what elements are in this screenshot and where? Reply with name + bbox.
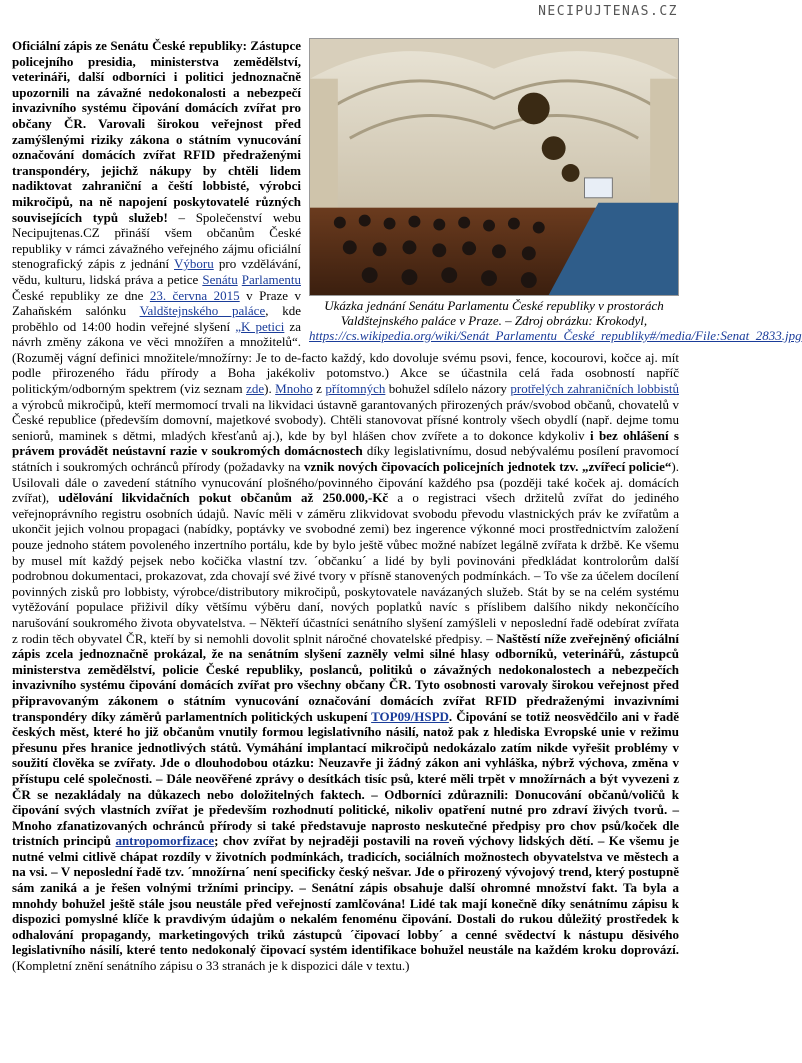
link-palace[interactable]: Valdštejnského paláce — [139, 303, 266, 319]
senate-chamber-photo — [309, 38, 679, 296]
intro-text: , kde proběhlo od 14:00 hodin veřejné slyšení — [12, 303, 301, 334]
body-text: (Kompletní znění senátního zápisu o 33 stranách je k dispozici dále v textu.) — [12, 958, 410, 974]
link-lobbistu[interactable]: protřelých zahraničních lobbistů — [510, 381, 679, 397]
link-petition[interactable]: „K petici — [235, 318, 285, 334]
caption-source-link[interactable]: https://cs.wikipedia.org/wiki/Senát_Parlamentu_České_republiky#/media/File:Senat_2833.jpg — [309, 328, 802, 343]
link-senat[interactable]: Senátu — [202, 271, 238, 287]
body-text: a o registraci všech držitelů zvířat do jediného veřejnoprávního registru osobních údajů. Navíc měli v záměru zlikvidovat svobodu převodu vlastnických práv ke zvířatům a ukončit jejich volnou propagaci (nabídky, poptávky ve svobodné zemi) bez ingerence výkonné moci prostřednictvím založení pouze jednoho státem povoleného inzertního portálu, kde by bylo ještě vůbec možné nabízet legálně zvířata k držbě. Ke všemu by musel mít každý pejsek nebo kočička vlastní tzv. ´občanku´ a lidé by byli povinováni předkládat kontrolorům další podrobnou dokumentaci, prokazovat, zda chovají své živé tvory v přísně stanovených podmínkách. – To vše za účelem docílení povinných zisků pro lobbisty, výrobce/distributory mikročipů, poskytovatele navázaných služeb. Stát by se na celém systému vytěžování populace přiživil díky většímu výběru daní, nových poplatků navíc s příslibem dalšího nikdy nekončícího narušování soukromého života obyvatelstva. – Někteří účastníci senátního slyšení zamýšleli v neposlední řadě odebírat zvířata z rodin těch obyvatel ČR, kteří by si nemohli dovolit splnit náročné chovatelské předpisy. – — [12, 490, 680, 646]
photo-caption — [309, 298, 802, 343]
intro-text: za návrh změny zákona ve věci množířen a množitelů“. — [12, 318, 301, 350]
intro-text: pro vzdělávání, vědu, kulturu, lidská práva a petice — [12, 256, 301, 287]
intro-text: – Společenství webu Necipujtenas.CZ přináší všem občanům České republiky v rámci závažného veřejného zájmu oficiální stenografický zápis z jednání — [12, 209, 302, 272]
link-pritomnych[interactable]: přítomných — [325, 381, 386, 397]
body-text: ). Usilovali dále o zavedení státního vynucování plošného/povinného čipování každého psa (později také koček aj. domácích zvířat), — [12, 459, 679, 506]
body-text: (Rozuměj vágní definici množitele/množírny: Je to de-facto každý, kdo dovoluje svému psovi, fence, kocourovi, kočce aj. mít podle přirozeného řádu přírody a Boha jakékoliv potomstvo.) Akce se účastnila celá řada osobností napříč politickým/odborným spektrem (viz seznam — [12, 349, 679, 397]
bold-text: udělování likvidačních pokut občanům až 250.000,-Kč — [58, 490, 389, 506]
bold-text: i bez ohlášení s právem provádět neústavní razie v soukromých domácnostech — [12, 427, 679, 459]
link-mnoho[interactable]: Mnoho — [275, 381, 313, 397]
link-top09[interactable]: TOP09/HSPD — [371, 708, 449, 724]
link-date[interactable]: 23. června 2015 — [149, 287, 240, 303]
site-name: NECIPUJTENAS.CZ — [538, 4, 678, 19]
body-text: ). — [264, 381, 276, 397]
intro-text: České republiky ze dne — [12, 287, 150, 303]
body-text: díky legislativnímu, dosud nebývalému posílení pravomocí státních i soukromých ochránců přírody (požadavky na — [12, 443, 680, 475]
article-body — [12, 38, 802, 974]
link-zde[interactable]: zde — [246, 381, 265, 397]
body-text: z — [312, 381, 326, 397]
intro-text: v Praze v Zahaňském salónku — [12, 287, 301, 319]
bold-text: ; chov zvířat by nejraději postavili na roveň výchovy lidských dětí. – Ke všemu je nutné velmi citlivě chápat rozdíly v životních podmínkách, tradicích, sociálních možnostech obyvatelstva ve městech a na vsi. – V neposlední řadě tzv. ´množírna´ není specificky český nešvar. Jde o přirozený vývojový trend, který postupně sám zaniká a je řešen volnými tržními principy. – Senátní zápis obsahuje další ohromné množství fakt. Ta byla a mnohdy bohužel ještě stále jsou neustále před veřejností zamlčována! Lidé tak mají konečně díky senátnímu zápisu k dispozici pomyslné klíče k pravdivým údajům o nekalém fenoménu čipování. Dostali do rukou důležitý prostředek k odhalování propagandy, marketingových triků zástupců ´čipovací lobby´ a cenné svědectví k nástupu děsivého legislativního násilí, které tento nedokonalý čipovací systém identifikace bohužel neustále na každém kroku doprovází. — [12, 833, 679, 958]
body-text: bohužel sdílelo názory — [385, 381, 511, 397]
caption-text: Ukázka jednání Senátu Parlamentu České republiky v prostorách Valdštejnského paláce v Praze. – Zdroj obrázku: Krokodyl, — [324, 298, 664, 328]
bold-text: . Čipování se totiž neosvědčilo ani v řadě českých měst, které ho již občanům vnutily formou legislativního násilí, natož pak z hlediska Evropské unie v režimu přesunu přes hranice jednotlivých států. Vymáhání implantací mikročipů nedokázalo zatím nikde vyřešit problémy v soužití člověka se zvířaty. Jde o dlouhodobou otázku: Neuzavře ji žádný zákon ani vyhláška, nýbrž výchova, změna v přístupu celé společnosti. – Dále neověřené zprávy o desítkách tisíc psů, které měli trpět v množírnách a být vyvezeni z ČR se nezakládaly na důkazech nebo doložitelných faktech. – Odborníci zdůraznili: Donucování občanů/voličů k čipování svých vlastních zvířat je především rozhodnutí politické, nikoliv opatření nutné pro zdraví živých tvorů. – Mnoho zfanatizovaných ochránců přírody si také představuje naprosto neskutečné předpisy pro chov psů/koček dle tristních principů — [12, 708, 679, 849]
bold-text: vznik nových čipovacích policejních jednotek tzv. „zvířecí policie“ — [303, 459, 672, 475]
link-vybor[interactable]: Výboru — [174, 256, 214, 272]
bold-text: Naštěstí níže zveřejněný oficiální zápis zcela jednoznačně prokázal, že na senátním slyšení zazněly velmi silné hlasy odborníků, veterinářů, zástupců ministerstva zemědělství, policie České republiky, poslanců, politiků o závažných nedokonalostech a nebezpečích invazivního systému čipování domácích zvířat pro všechny občany ČR. Tyto osobnosti varovaly širokou veřejnost před připravovaným zákonem o státním vynucování označování domácích zvířat RFID předraženými invazivními transpondéry díky záměrů parlamentních politických uskupení — [12, 630, 679, 724]
body-text: a výrobců mikročipů, kteří mermomocí trvali na likvidaci ústavně garantovaných přirozených práv/svobod občanů, chovatelů v České republice (především domovní, majetkové svobody). Chtěli stanovovat přísné kontroly všech obydlí (např. dejme tomu seniorů, maminek s dětmi, mladých křesťanů aj.), kde by byl hlášen chov zvířete a to dokonce kdykoliv — [12, 396, 679, 443]
link-antropomorfizace[interactable]: antropomorfizace — [115, 833, 215, 849]
senate-photo-figure — [309, 38, 802, 343]
link-parlament[interactable]: Parlamentu — [241, 271, 301, 287]
lead-bold-text: Oficiální zápis ze Senátu České republiky: Zástupce policejního presidia, ministerstva zemědělství, veterináři, další odborníci i politici jednoznačně upozornili na závažné nedokonalosti a nebezpečí invazivního systému čipování domácích zvířat pro občany ČR. Varovali širokou veřejnost před zamýšlenými riziky zákona o státním vynucování označování domácích zvířat RFID předraženými transpondéry, jejichž nákupy by chtěli lidem nadiktovat zahraniční a čeští lobbisté, výrobci mikročipů, na ně napojení poskytovatelé různých souvisejících typů služeb! — [12, 38, 301, 225]
